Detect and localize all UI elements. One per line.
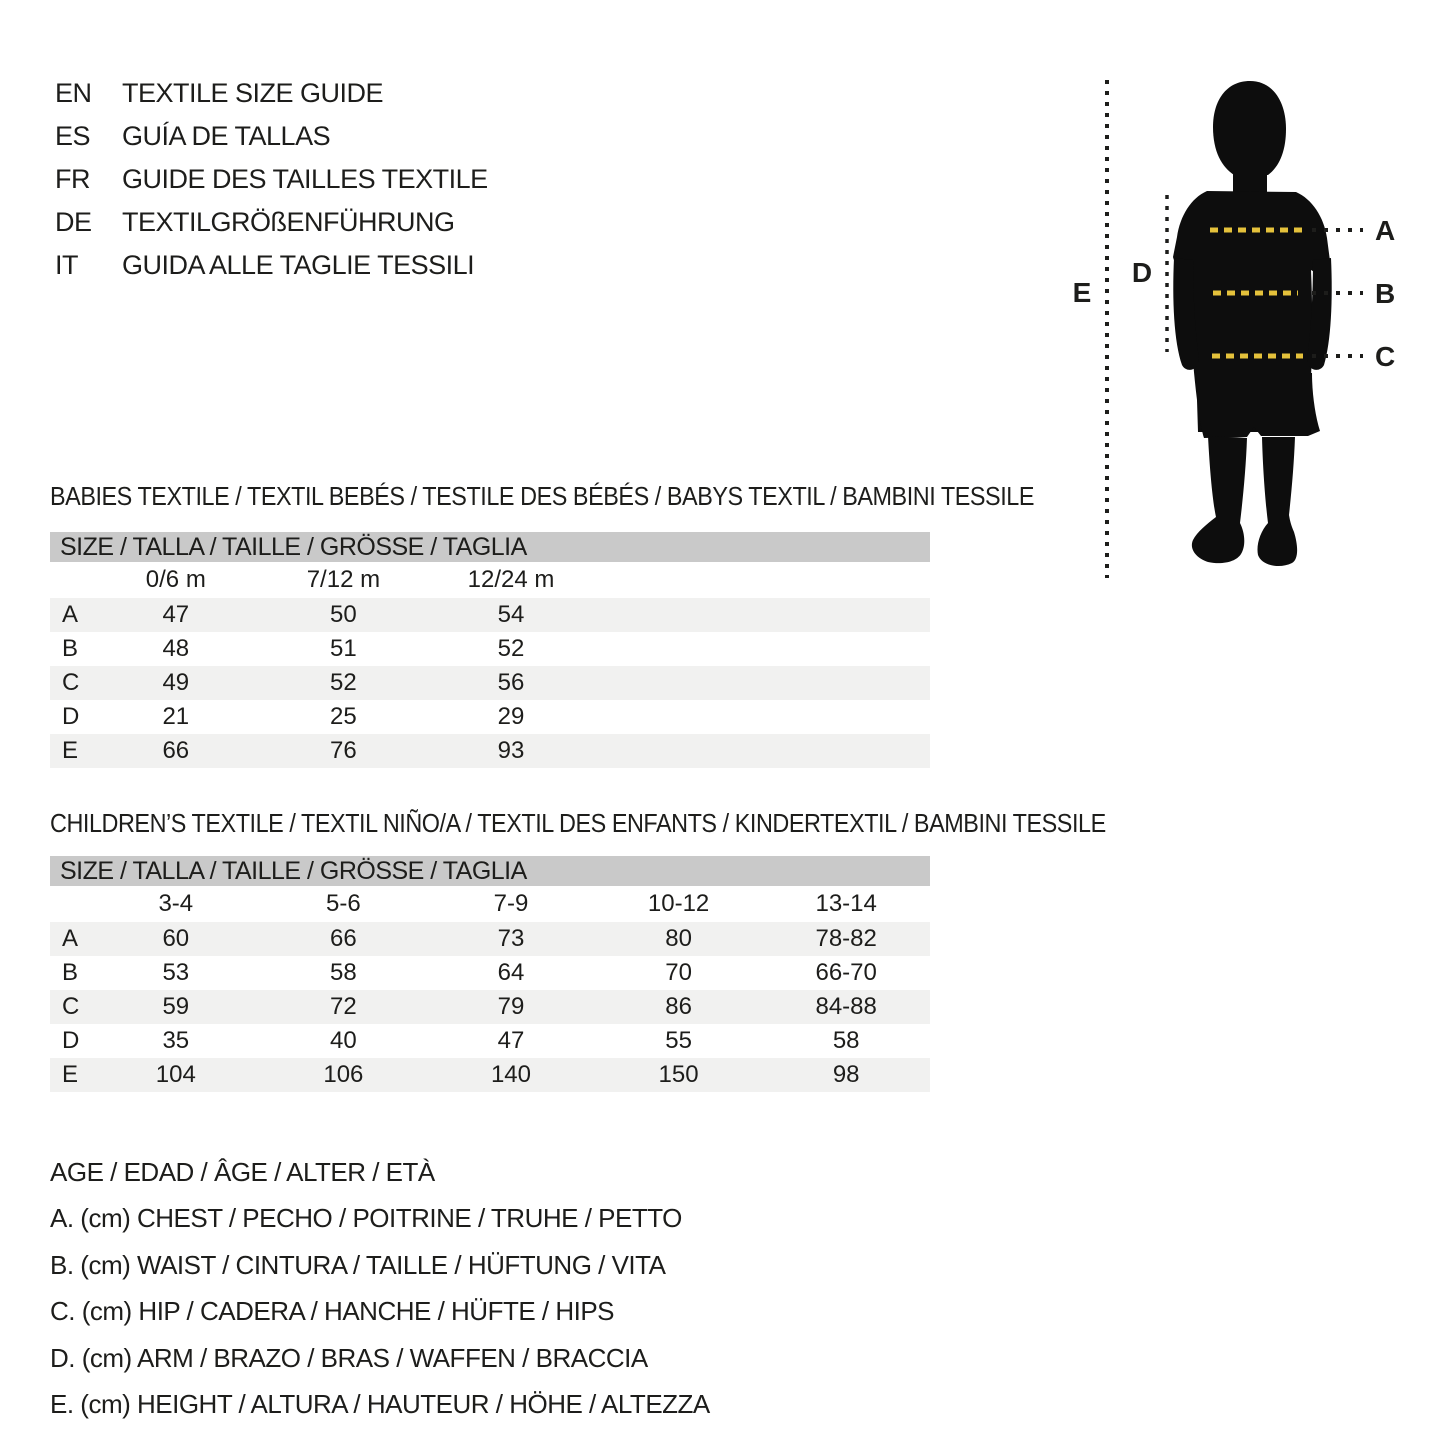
row-label: C [62,993,80,1020]
table-row [50,700,930,734]
table-row [50,922,930,956]
language-code: FR [55,164,90,194]
table-cell: 47 [162,601,190,628]
babies-size-header-bar: SIZE / TALLA / TAILLE / GRÖSSE / TAGLIA [50,532,930,562]
label-A: A [1375,215,1396,246]
children-section-title: CHILDREN’S TEXTILE / TEXTIL NIÑO/A / TEXTIL DES ENFANTS / KINDERTEXTIL / BAMBINI TESSILE [50,808,1106,838]
language-code: IT [55,250,78,280]
table-cell: 66 [330,925,357,952]
table-cell: 29 [497,703,525,730]
table-cell: 72 [330,993,357,1020]
table-cell: 93 [497,737,525,764]
table-cell: 73 [497,925,525,952]
legend-line-hip: C. (cm) HIP / CADERA / HANCHE / HÜFTE / HIPS [50,1296,615,1327]
table-cell: 52 [330,669,357,696]
table-cell: 104 [155,1061,196,1088]
row-label: E [62,1061,79,1088]
babies-section-title: BABIES TEXTILE / TEXTIL BEBÉS / TESTILE DES BÉBÉS / BABYS TEXTIL / BAMBINI TESSILE [50,481,1034,511]
language-code: EN [55,78,92,108]
column-header: 3-4 [158,890,194,917]
table-cell: 106 [323,1061,364,1088]
row-label: E [62,737,79,764]
language-title: TEXTILGRÖßENFÜHRUNG [122,207,455,237]
table-cell: 64 [497,959,525,986]
language-header [55,72,488,287]
language-row-it [55,244,488,287]
legend-line-waist: B. (cm) WAIST / CINTURA / TAILLE / HÜFTUNG / VITA [50,1249,666,1280]
row-label: C [62,669,80,696]
children-size-table [50,856,930,1092]
table-cell: 55 [665,1027,692,1054]
label-D: D [1131,257,1153,288]
table-cell: 58 [832,1027,860,1054]
column-header: 7-9 [493,890,529,917]
language-row-en [55,72,488,115]
language-title: TEXTILE SIZE GUIDE [122,78,384,108]
silhouette-right-leg [1257,437,1297,566]
language-code: DE [55,207,92,237]
babies-size-table [50,532,930,768]
table-cell: 80 [665,925,692,952]
language-row-es [55,115,488,158]
measurement-figure [1050,55,1445,640]
silhouette-head [1213,81,1286,175]
column-header: 13-14 [815,890,877,917]
label-E: E [1072,277,1092,308]
table-cell: 53 [162,959,190,986]
language-row-de [55,201,488,244]
table-cell: 54 [497,601,525,628]
table-row [50,666,930,700]
table-cell: 40 [330,1027,357,1054]
row-label: B [62,959,79,986]
table-cell: 78-82 [815,925,877,952]
silhouette-left-leg [1192,436,1247,563]
language-title: GUÍA DE TALLAS [122,121,331,151]
table-cell: 66-70 [815,959,877,986]
children-size-header-bar: SIZE / TALLA / TAILLE / GRÖSSE / TAGLIA [50,856,930,886]
table-cell: 21 [162,703,190,730]
language-code: ES [55,121,91,151]
legend-line-arm: D. (cm) ARM / BRAZO / BRAS / WAFFEN / BRACCIA [50,1342,648,1373]
table-cell: 59 [162,993,190,1020]
column-header: 10-12 [647,890,710,917]
table-cell: 35 [162,1027,190,1054]
table-cell: 140 [490,1061,531,1088]
table-cell: 56 [497,669,525,696]
legend-line-chest: A. (cm) CHEST / PECHO / POITRINE / TRUHE / PETTO [50,1203,682,1234]
table-cell: 52 [497,635,525,662]
table-cell: 48 [162,635,190,662]
table-cell: 98 [832,1061,860,1088]
language-title: GUIDE DES TAILLES TEXTILE [122,164,488,194]
label-C: C [1375,341,1396,372]
table-cell: 86 [665,993,692,1020]
child-silhouette-diagram [1050,55,1445,640]
table-row [50,1058,930,1092]
table-cell: 60 [162,925,190,952]
table-row [50,598,930,632]
table-cell: 79 [497,993,525,1020]
babies-column-header-row [50,562,930,598]
table-row [50,990,930,1024]
table-cell: 66 [162,737,190,764]
legend-line-age: AGE / EDAD / ÂGE / ALTER / ETÀ [50,1156,435,1187]
row-label: D [62,1027,80,1054]
table-cell: 70 [665,959,692,986]
column-header: 0/6 m [145,566,206,593]
column-header: 7/12 m [306,566,381,593]
measurement-legend [50,1149,710,1428]
child-silhouette [1173,81,1332,566]
label-B: B [1375,278,1396,309]
language-title: GUIDA ALLE TAGLIE TESSILI [122,250,475,280]
table-cell: 150 [658,1061,699,1088]
legend-line-height: E. (cm) HEIGHT / ALTURA / HAUTEUR / HÖHE / ALTEZZA [50,1389,710,1420]
row-label: A [62,925,79,952]
table-cell: 50 [330,601,357,628]
table-cell: 76 [330,737,357,764]
table-cell: 47 [497,1027,525,1054]
row-label: B [62,635,79,662]
row-label: D [62,703,80,730]
table-cell: 25 [330,703,357,730]
table-cell: 49 [162,669,190,696]
language-row-fr [55,158,488,201]
column-header: 5-6 [326,890,361,917]
silhouette-shorts [1196,373,1320,438]
table-row [50,1024,930,1058]
table-row [50,956,930,990]
table-row [50,734,930,768]
table-cell: 51 [330,635,357,662]
table-cell: 84-88 [815,993,877,1020]
table-row [50,632,930,666]
row-label: A [62,601,79,628]
children-column-header-row [50,886,930,922]
table-cell: 58 [330,959,357,986]
column-header: 12/24 m [467,566,555,593]
